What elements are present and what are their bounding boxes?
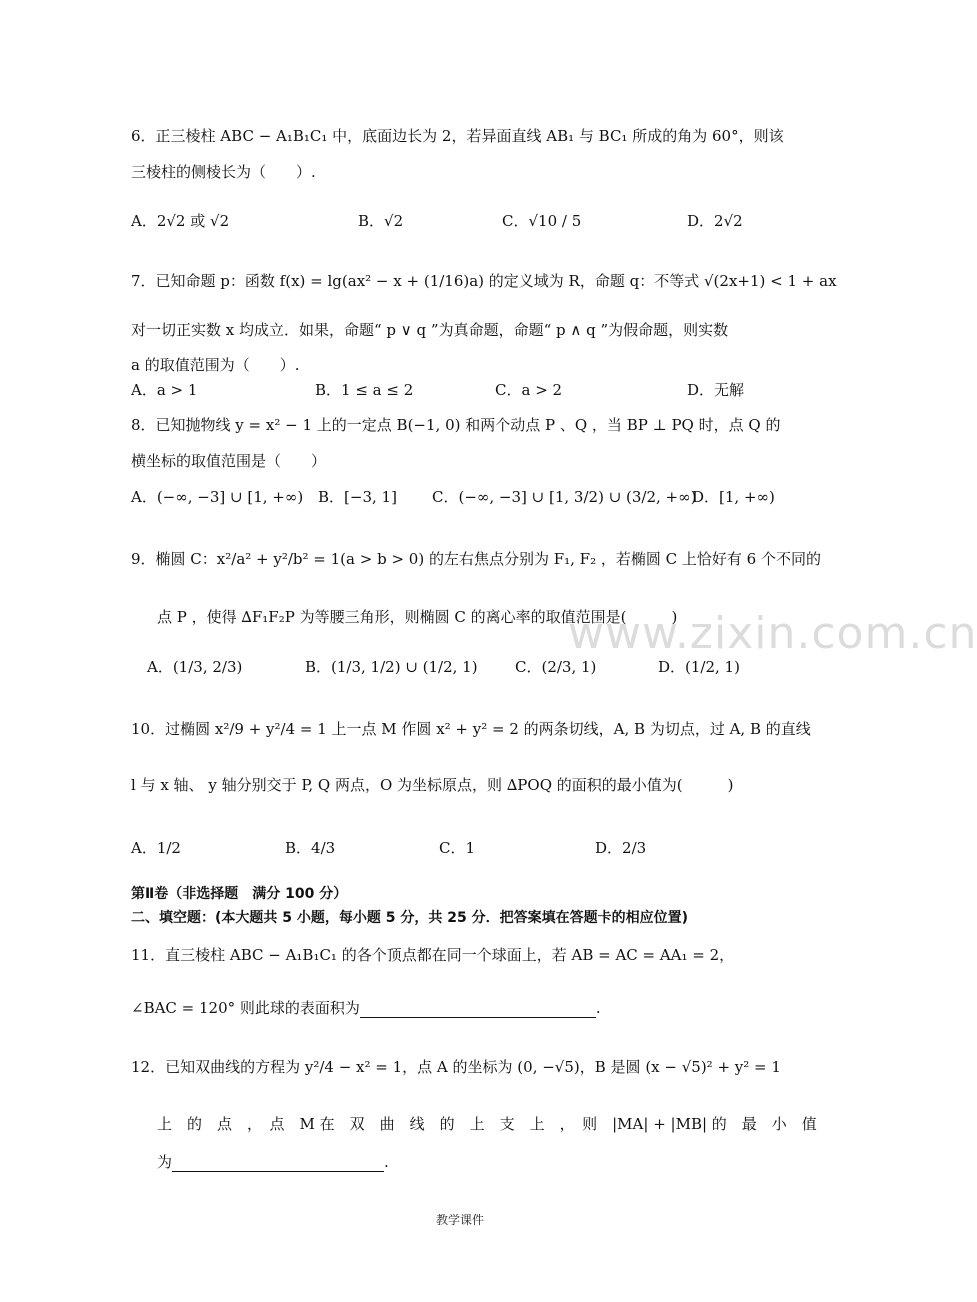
q8-line2: 横坐标的取值范围是（ ） <box>131 452 327 470</box>
q6-option-d: D．2√2 <box>687 212 743 230</box>
q6-line1: 6．正三棱柱 ABC − A₁B₁C₁ 中，底面边长为 2，若异面直线 AB₁ 与 BC₁ 所成的角为 60°，则该 <box>131 127 784 145</box>
q8-option-c: C．(−∞, −3] ∪ [1, 3/2) ∪ (3/2, +∞) <box>432 488 697 506</box>
q12-end: . <box>384 1153 389 1171</box>
q12-line2: 上 的 点 ， 点 M 在 双 曲 线 的 上 支 上 ， 则 |MA| + |MB| 的 最 小 值 <box>157 1115 817 1133</box>
q8-option-d: D．[1, +∞) <box>692 488 775 506</box>
q10-option-d: D．2/3 <box>595 839 647 857</box>
q7-option-a: A．a > 1 <box>131 381 198 399</box>
q6-option-b: B．√2 <box>358 212 404 230</box>
q12-line3 <box>157 1152 389 1172</box>
q7-line2: 对一切正实数 x 均成立．如果，命题“ p ∨ q ”为真命题，命题“ p ∧ q ”为假命题，则实数 <box>131 321 729 339</box>
q6-option-c: C．√10 / 5 <box>502 212 582 230</box>
q6-line2: 三棱柱的侧棱长为（ ）. <box>131 163 316 181</box>
q9-line1: 9．椭圆 C：x²/a² + y²/b² = 1(a > b > 0) 的左右焦点分别为 F₁, F₂ ，若椭圆 C 上恰好有 6 个不同的 <box>131 550 821 568</box>
q11-line2-text: ∠BAC = 120° 则此球的表面积为 <box>131 999 360 1017</box>
q10-option-a: A．1/2 <box>131 839 181 857</box>
q10-option-c: C．1 <box>439 839 476 857</box>
q10-line1: 10．过椭圆 x²/9 + y²/4 = 1 上一点 M 作圆 x² + y² = 2 的两条切线，A, B 为切点，过 A, B 的直线 <box>131 720 811 738</box>
q9-line2: 点 P ，使得 ∆F₁F₂P 为等腰三角形，则椭圆 C 的离心率的取值范围是( ) <box>157 608 678 626</box>
q11-answer-blank[interactable] <box>360 1001 596 1018</box>
q8-option-a: A．(−∞, −3] ∪ [1, +∞) <box>131 488 304 506</box>
q7-option-b: B．1 ≤ a ≤ 2 <box>315 381 414 399</box>
q12-line3-text: 为 <box>157 1153 173 1171</box>
section-title: 第Ⅱ卷（非选择题 满分 100 分） <box>131 886 348 902</box>
q11-line2 <box>131 998 601 1018</box>
q12-line1: 12．已知双曲线的方程为 y²/4 − x² = 1，点 A 的坐标为 (0, −√5)，B 是圆 (x − √5)² + y² = 1 <box>131 1058 781 1076</box>
footer-label: 教学课件 <box>435 1213 484 1227</box>
q9-option-c: C．(2/3, 1) <box>515 658 597 676</box>
q9-option-d: D．(1/2, 1) <box>658 658 740 676</box>
q10-option-b: B．4/3 <box>285 839 336 857</box>
q7-option-d: D．无解 <box>687 381 745 399</box>
q7-option-c: C．a > 2 <box>495 381 563 399</box>
q11-end: . <box>595 999 601 1017</box>
section-heading: 二、填空题：(本大题共 5 小题，每小题 5 分，共 25 分．把答案填在答题卡的相应位置) <box>131 910 689 926</box>
q12-answer-blank[interactable] <box>172 1155 384 1172</box>
q7-line1: 7．已知命题 p：函数 f(x) = lg(ax² − x + (1/16)a) 的定义域为 R，命题 q：不等式 √(2x+1) < 1 + ax <box>131 272 837 290</box>
q8-option-b: B．[−3, 1] <box>318 488 397 506</box>
q6-option-a: A．2√2 或 √2 <box>131 212 230 230</box>
q10-line2: l 与 x 轴、 y 轴分别交于 P, Q 两点，O 为坐标原点，则 ∆POQ 的面积的最小值为( ) <box>131 776 734 794</box>
q11-line1: 11．直三棱柱 ABC − A₁B₁C₁ 的各个顶点都在同一个球面上，若 AB = AC = AA₁ = 2， <box>131 946 735 964</box>
q9-option-a: A．(1/3, 2/3) <box>147 658 243 676</box>
q8-line1: 8．已知抛物线 y = x² − 1 上的一定点 B(−1, 0) 和两个动点 P 、Q ，当 BP ⊥ PQ 时，点 Q 的 <box>131 416 781 434</box>
q9-option-b: B．(1/3, 1/2) ∪ (1/2, 1) <box>305 658 478 676</box>
watermark: www.zixin.com.cn <box>568 608 977 659</box>
q7-line3: a 的取值范围为（ ）. <box>131 356 300 374</box>
